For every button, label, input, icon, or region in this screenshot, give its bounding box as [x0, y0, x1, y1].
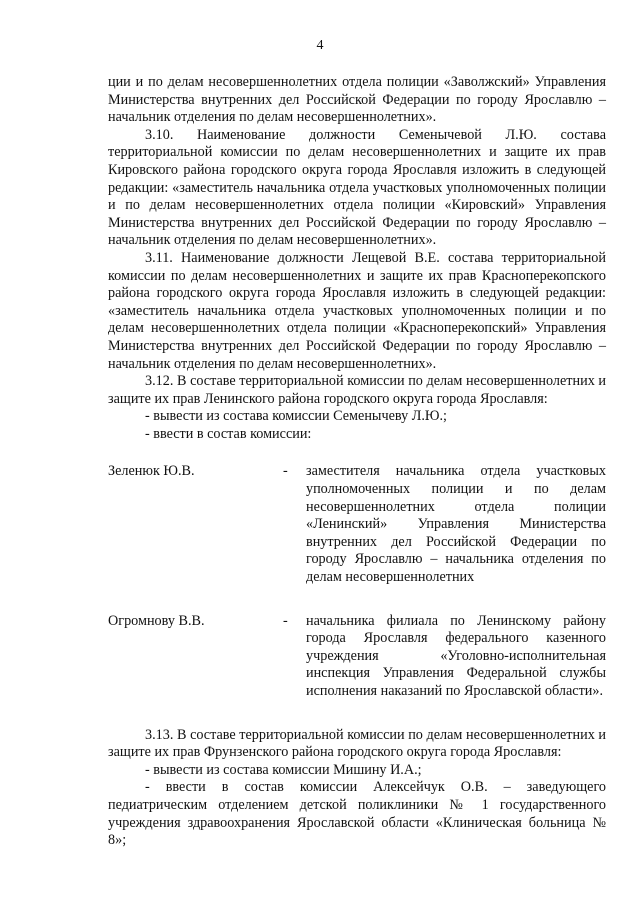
paragraph-3-12-add: - ввести в состав комиссии:: [145, 425, 312, 442]
member-entry: [108, 463, 606, 586]
member-dash: -: [283, 612, 288, 629]
document-body: [108, 74, 606, 850]
paragraph-3-13: 3.13. В составе территориальной комиссии по делам несовершеннолетних и защите их прав Фрунзенского района городского округа города Ярославля:: [108, 726, 606, 761]
paragraph-3-10: 3.10. Наименование должности Семенычевой Л.Ю. состава территориальной комиссии по делам несовершеннолетних и защите их прав Кировского района городского округа города Ярославля изложить в следующей редакции: «заместитель начальника отдела участковых уполномоченных полиции и по делам несовершеннолетних отдела полиции «Кировский» Управления Министерства внутренних дел Российской Федерации по городу Ярославлю – начальник отделения по делам несовершеннолетних».: [108, 126, 606, 249]
member-name: Огромнову В.В.: [108, 612, 205, 629]
paragraph-3-12: 3.12. В составе территориальной комиссии по делам несовершеннолетних и защите их прав Ленинского района городского округа города Ярославля:: [108, 373, 606, 407]
paragraph-3-13-remove: - вывести из состава комиссии Мишину И.А.;: [145, 761, 422, 778]
paragraph-3-11: 3.11. Наименование должности Лещевой В.Е. состава территориальной комиссии по делам несовершеннолетних и защите их прав Красноперекопского района городского округа города Ярославля изложить в следующей редакции: «заместитель начальника отдела участковых уполномоченных полиции и по делам несовершеннолетних отдела полиции «Красноперекопский» Управления Министерства внутренних дел Российской Федерации по городу Ярославлю – начальник отделения по делам несовершеннолетних».: [108, 249, 606, 372]
member-description: заместителя начальника отдела участковых уполномоченных полиции и по делам несовершеннолетних отдела полиции «Ленинский» Управления Министерства внутренних дел Российской Федерации по городу Ярославлю – начальника отделения по делам несовершеннолетних: [306, 463, 606, 586]
page-number: 4: [316, 38, 324, 53]
member-name: Зеленюк Ю.В.: [108, 463, 195, 480]
paragraph-3-12-remove: - вывести из состава комиссии Семенычеву Л.Ю.;: [145, 408, 447, 425]
member-entry: [108, 613, 606, 701]
paragraph-3-13-add: - ввести в состав комиссии Алексейчук О.В. – заведующего педиатрическим отделением детской поликлиники № 1 государственного учреждения здравоохранения Ярославской области «Клиническая больница № 8»;: [108, 779, 606, 849]
member-description: начальника филиала по Ленинскому району города Ярославля федерального казенного учреждения «Уголовно-исполнительная инспекция Управления Федеральной службы исполнения наказаний по Ярославской области».: [306, 612, 606, 699]
paragraph-continuation: ции и по делам несовершеннолетних отдела полиции «Заволжский» Управления Министерства внутренних дел Российской Федерации по городу Ярославлю – начальник отделения по делам несовершеннолетних».: [108, 74, 606, 126]
member-dash: -: [283, 463, 288, 480]
